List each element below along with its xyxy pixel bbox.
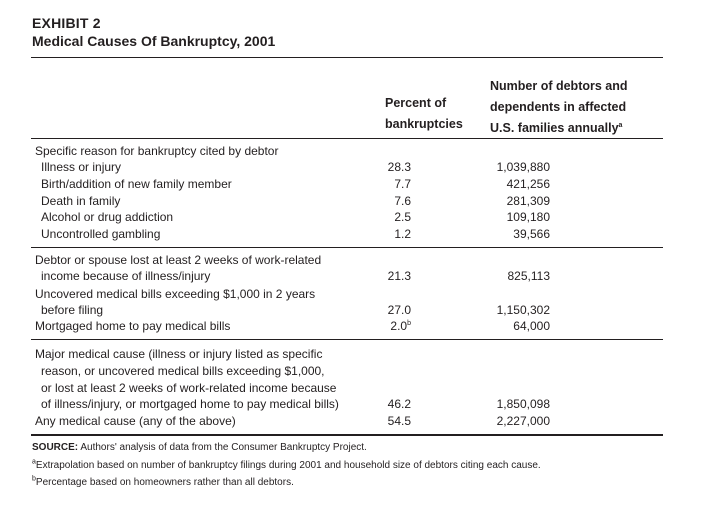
column-header-percent-line1: Percent of bbox=[385, 96, 447, 110]
row-label: income because of illness/injury bbox=[41, 269, 211, 283]
row-count: 1,150,302 bbox=[496, 303, 550, 317]
row-label: of illness/injury, or mortgaged home to pay medical bills) bbox=[41, 397, 339, 411]
section-rule bbox=[31, 247, 663, 248]
source-text: Authors' analysis of data from the Consumer Bankruptcy Project. bbox=[78, 442, 367, 453]
column-header-debtors-line3-text: U.S. families annually bbox=[490, 121, 619, 135]
table-row bbox=[0, 252, 703, 269]
exhibit-title: Medical Causes Of Bankruptcy, 2001 bbox=[32, 33, 276, 49]
row-count: 281,309 bbox=[506, 194, 550, 208]
row-percent: 27.0 bbox=[387, 303, 411, 317]
row-percent: 54.5 bbox=[387, 414, 411, 428]
table-row bbox=[0, 413, 703, 430]
footnote-a-text: Extrapolation based on number of bankruptcy filings during 2001 and household size of debtors citing each cause. bbox=[35, 460, 541, 471]
row-percent: 1.2 bbox=[394, 227, 411, 241]
row-percent bbox=[360, 318, 411, 335]
table-row bbox=[0, 209, 703, 226]
row-label: Uncovered medical bills exceeding $1,000 in 2 years bbox=[35, 287, 316, 301]
footnote-mark-a: a bbox=[618, 121, 623, 129]
column-header-debtors bbox=[490, 76, 628, 139]
row-label: Birth/addition of new family member bbox=[41, 177, 232, 191]
top-rule bbox=[31, 57, 663, 58]
table-row bbox=[0, 380, 703, 397]
row-label: before filing bbox=[41, 303, 104, 317]
row-label: Specific reason for bankruptcy cited by debtor bbox=[35, 144, 279, 158]
bottom-rule bbox=[31, 434, 663, 436]
table-row bbox=[0, 346, 703, 363]
row-label: Illness or injury bbox=[41, 160, 122, 174]
row-label: Uncontrolled gambling bbox=[41, 227, 161, 241]
row-count: 421,256 bbox=[506, 177, 550, 191]
footnote-b bbox=[32, 476, 294, 489]
row-count: 109,180 bbox=[506, 210, 550, 224]
row-percent: 7.6 bbox=[394, 194, 411, 208]
row-percent: 28.3 bbox=[387, 160, 411, 174]
row-label: Alcohol or drug addiction bbox=[41, 210, 174, 224]
footnote-a-mark: a bbox=[32, 458, 36, 466]
table-row bbox=[0, 176, 703, 193]
row-label: Death in family bbox=[41, 194, 121, 208]
row-percent: 46.2 bbox=[387, 397, 411, 411]
footnote-source bbox=[32, 441, 367, 454]
table-row bbox=[0, 268, 703, 285]
row-count: 825,113 bbox=[507, 269, 550, 283]
exhibit-label: EXHIBIT 2 bbox=[32, 15, 101, 31]
column-header-percent bbox=[385, 93, 463, 135]
row-count: 64,000 bbox=[513, 319, 550, 333]
column-header-debtors-line1: Number of debtors and bbox=[490, 79, 628, 93]
section-rule bbox=[31, 339, 663, 340]
row-label: or lost at least 2 weeks of work-related income because bbox=[41, 381, 337, 395]
footnote-mark-b: b bbox=[407, 320, 411, 327]
column-header-debtors-line2: dependents in affected bbox=[490, 100, 627, 114]
footnote-b-mark: b bbox=[32, 475, 36, 483]
table-row bbox=[0, 363, 703, 380]
table-row bbox=[0, 193, 703, 210]
row-count: 1,039,880 bbox=[496, 160, 550, 174]
row-percent: 2.5 bbox=[394, 210, 411, 224]
footnote-b-text: Percentage based on homeowners rather than all debtors. bbox=[35, 477, 294, 488]
table-row bbox=[0, 396, 703, 413]
table-row bbox=[0, 286, 703, 303]
row-percent: 21.3 bbox=[387, 269, 411, 283]
source-label: SOURCE: bbox=[32, 442, 79, 453]
header-rule bbox=[31, 138, 663, 139]
row-percent-value: 2.0 bbox=[390, 319, 408, 333]
row-label: Major medical cause (illness or injury listed as specific bbox=[35, 347, 323, 361]
row-label: Any medical cause (any of the above) bbox=[35, 414, 236, 428]
footnote-a bbox=[32, 459, 541, 472]
row-count: 39,566 bbox=[513, 227, 550, 241]
table-row bbox=[0, 318, 703, 335]
table-row bbox=[0, 159, 703, 176]
column-header-percent-line2: bankruptcies bbox=[385, 117, 463, 131]
column-header-debtors-line3 bbox=[490, 118, 628, 139]
row-count: 1,850,098 bbox=[496, 397, 550, 411]
row-label: reason, or uncovered medical bills exceeding $1,000, bbox=[41, 364, 325, 378]
row-percent: 7.7 bbox=[394, 177, 411, 191]
table-row bbox=[0, 226, 703, 243]
row-count: 2,227,000 bbox=[496, 414, 550, 428]
table-row bbox=[0, 302, 703, 319]
table-row bbox=[0, 143, 703, 160]
row-label: Debtor or spouse lost at least 2 weeks of work-related bbox=[35, 253, 322, 267]
row-label: Mortgaged home to pay medical bills bbox=[35, 319, 231, 333]
